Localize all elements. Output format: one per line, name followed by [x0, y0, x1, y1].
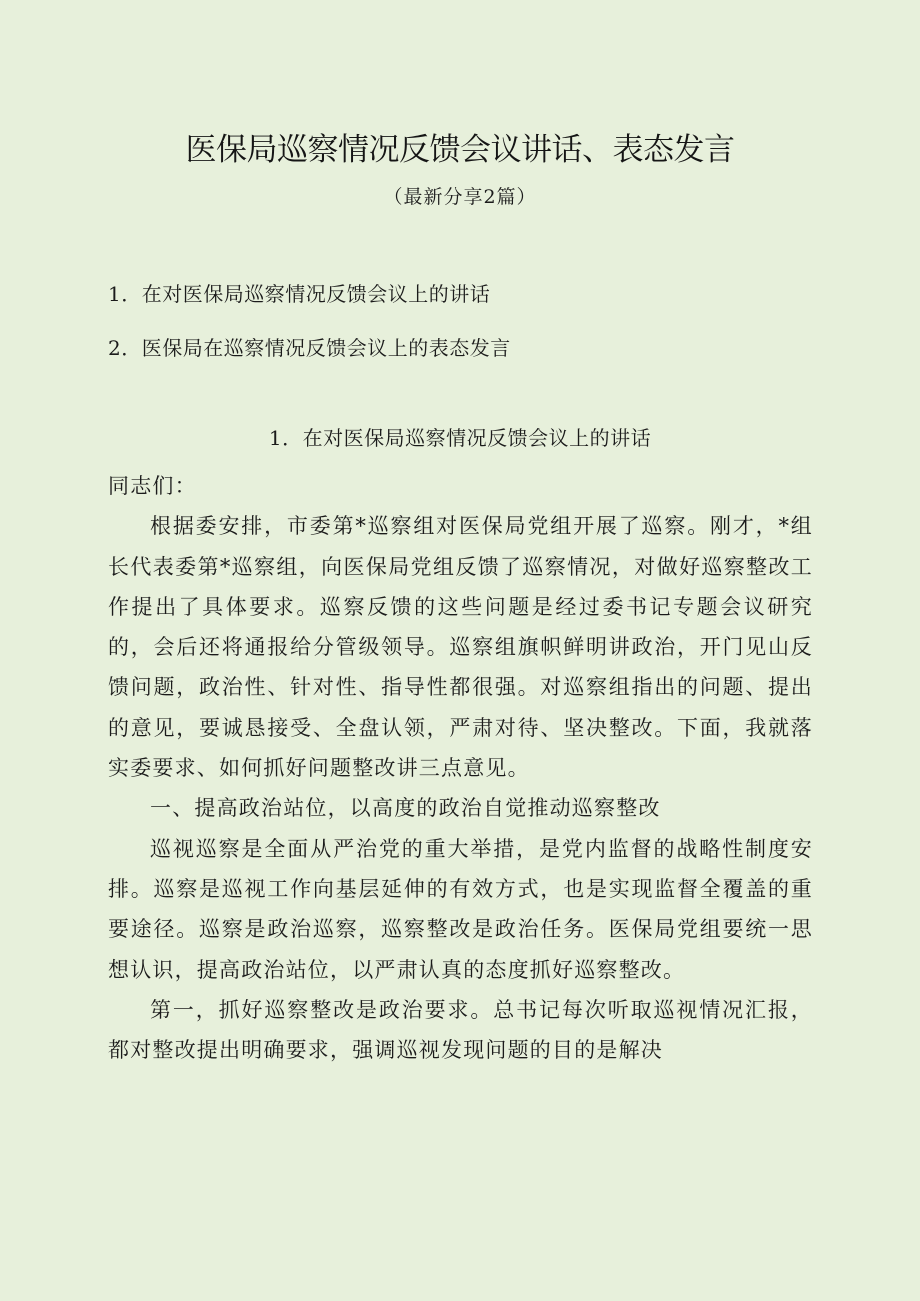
section-title: 1．在对医保局巡察情况反馈会议上的讲话	[268, 426, 652, 450]
document-title: 医保局巡察情况反馈会议讲话、表态发言	[185, 132, 735, 168]
salutation: 同志们：	[108, 474, 197, 498]
table-of-contents	[108, 280, 828, 388]
section-heading-1: 一、提高政治站位，以高度的政治自觉推动巡察整改	[150, 796, 661, 821]
body-text	[108, 466, 813, 1070]
toc-item-1: 1．在对医保局巡察情况反馈会议上的讲话	[108, 282, 491, 306]
toc-item-2: 2．医保局在巡察情况反馈会议上的表态发言	[108, 336, 511, 360]
paragraph-2: 巡视巡察是全面从严治党的重大举措，是党内监督的战略性制度安排。巡察是巡视工作向基层延伸的有效方式，也是实现监督全覆盖的重要途径。巡察是政治巡察，巡察整改是政治任务。医保局党组要统一思想认识，提高政治站位，以严肃认真的态度抓好巡察整改。	[108, 836, 813, 982]
paragraph-3: 第一，抓好巡察整改是政治要求。总书记每次听取巡视情况汇报，都对整改提出明确要求，强调巡视发现问题的目的是解决	[108, 997, 813, 1063]
document-subtitle: （最新分享2篇）	[383, 186, 537, 208]
paragraph-intro: 根据委安排，市委第*巡察组对医保局党组开展了巡察。刚才，*组长代表委第*巡察组，向医保局党组反馈了巡察情况，对做好巡察整改工作提出了具体要求。巡察反馈的这些问题是经过委书记专题会议研究的，会后还将通报给分管级领导。巡察组旗帜鲜明讲政治，开门见山反馈问题，政治性、针对性、指导性都很强。对巡察组指出的问题、提出的意见，要诚恳接受、全盘认领，严肃对待、坚决整改。下面，我就落实委要求、如何抓好问题整改讲三点意见。	[108, 514, 813, 781]
